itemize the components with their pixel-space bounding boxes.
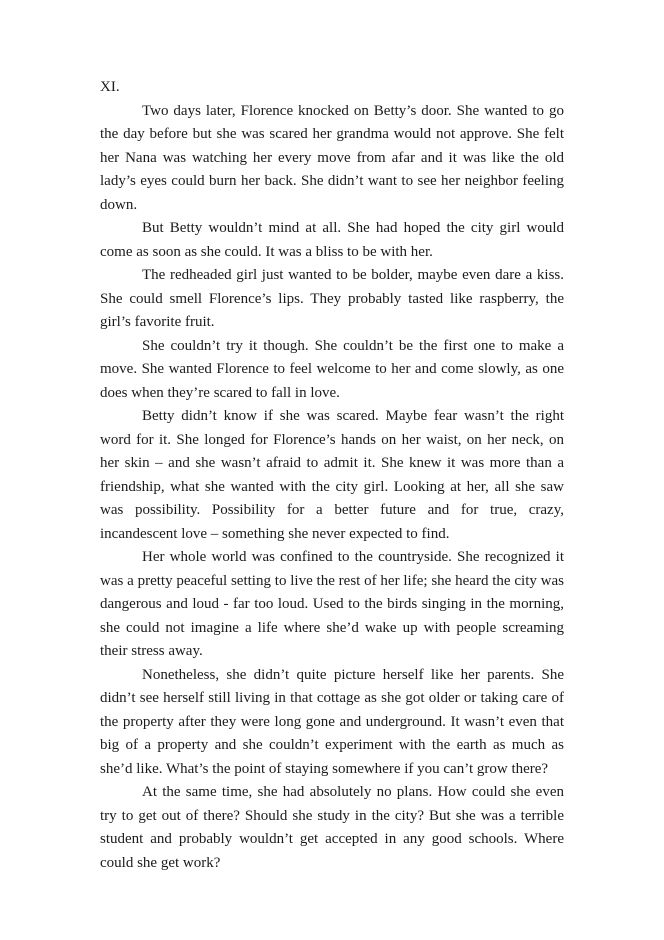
paragraph: She couldn’t try it though. She couldn’t be the first one to make a move. She wanted Florence to feel welcome to her and come slowly, as one does when they’re scared to fall in love. <box>100 337 564 401</box>
paragraph: Two days later, Florence knocked on Betty’s door. She wanted to go the day before but she was scared her grandma would not approve. She felt her Nana was watching her every move from afar and it was like the old lady’s eyes could burn her back. She didn’t want to see her neighbor feeling down. <box>100 102 564 213</box>
paragraph: The redheaded girl just wanted to be bolder, maybe even dare a kiss. She could smell Florence’s lips. They probably tasted like raspberry, the girl’s favorite fruit. <box>100 267 564 330</box>
text-block <box>100 76 564 875</box>
chapter-heading: XI. <box>100 79 120 95</box>
paragraph: Betty didn’t know if she was scared. Maybe fear wasn’t the right word for it. She longed for Florence’s hands on her waist, on her neck, on her skin – and she wasn’t afraid to admit it. She knew it was more than a friendship, what she wanted with the city girl. Looking at her, all she saw was possibility. Possibility for a better future and for true, crazy, incandescent love – something she never expected to find. <box>100 408 564 542</box>
paragraph: At the same time, she had absolutely no plans. How could she even try to get out of there? Should she study in the city? But she was a terrible student and probably wouldn’t get accepted in any good schools. Where could she get work? <box>100 784 564 871</box>
paragraph: Nonetheless, she didn’t quite picture herself like her parents. She didn’t see herself still living in that cottage as she got older or taking care of the property after they were long gone and underground. It wasn’t even that big of a property and she couldn’t experiment with the earth as much as she’d like. What’s the point of staying somewhere if you can’t grow there? <box>100 666 564 777</box>
paragraph: But Betty wouldn’t mind at all. She had hoped the city girl would come as soon as she could. It was a bliss to be with her. <box>100 220 564 260</box>
paragraph: Her whole world was confined to the countryside. She recognized it was a pretty peaceful setting to live the rest of her life; she heard the city was dangerous and loud - far too loud. Used to the birds singing in the morning, she could not imagine a life where she’d wake up with people screaming their stress away. <box>100 549 564 659</box>
